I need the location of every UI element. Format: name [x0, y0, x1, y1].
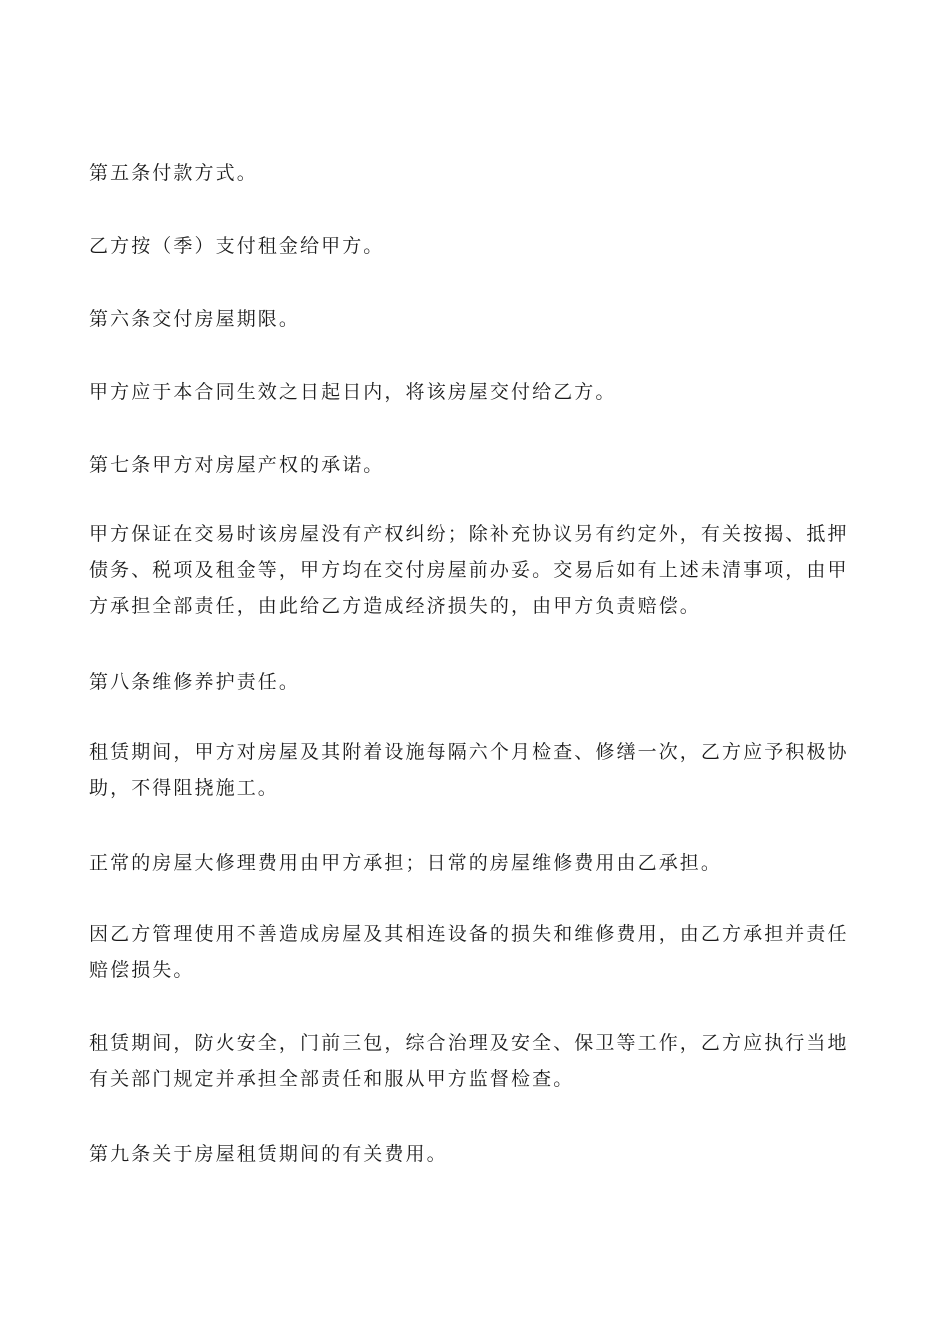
paragraph-repair-costs: 正常的房屋大修理费用由甲方承担；日常的房屋维修费用由乙承担。 — [89, 852, 723, 874]
paragraph-ownership-guarantee: 甲方保证在交易时该房屋没有产权纠纷；除补充协议另有约定外，有关按揭、抵押债务、税项及租金等，甲方均在交付房屋前办妥。交易后如有上述未清事项，由甲方承担全部责任，由此给乙方造成经济损失的，由甲方负责赔偿。 — [89, 523, 849, 617]
article-5-heading: 第五条付款方式。 — [89, 162, 258, 184]
paragraph-delivery: 甲方应于本合同生效之日起日内，将该房屋交付给乙方。 — [89, 381, 617, 403]
article-7-heading: 第七条甲方对房屋产权的承诺。 — [89, 454, 385, 476]
paragraph-safety-duties: 租赁期间，防火安全，门前三包，综合治理及安全、保卫等工作，乙方应执行当地有关部门规定并承担全部责任和服从甲方监督检查。 — [89, 1032, 849, 1090]
article-8-heading: 第八条维修养护责任。 — [89, 671, 301, 693]
article-9-heading: 第九条关于房屋租赁期间的有关费用。 — [89, 1143, 448, 1165]
paragraph-payment: 乙方按（季）支付租金给甲方。 — [89, 235, 385, 257]
paragraph-damage-liability: 因乙方管理使用不善造成房屋及其相连设备的损失和维修费用，由乙方承担并责任赔偿损失。 — [89, 923, 849, 981]
paragraph-inspection: 租赁期间，甲方对房屋及其附着设施每隔六个月检查、修缮一次，乙方应予积极协助，不得阻挠施工。 — [89, 741, 849, 799]
article-6-heading: 第六条交付房屋期限。 — [89, 308, 301, 330]
